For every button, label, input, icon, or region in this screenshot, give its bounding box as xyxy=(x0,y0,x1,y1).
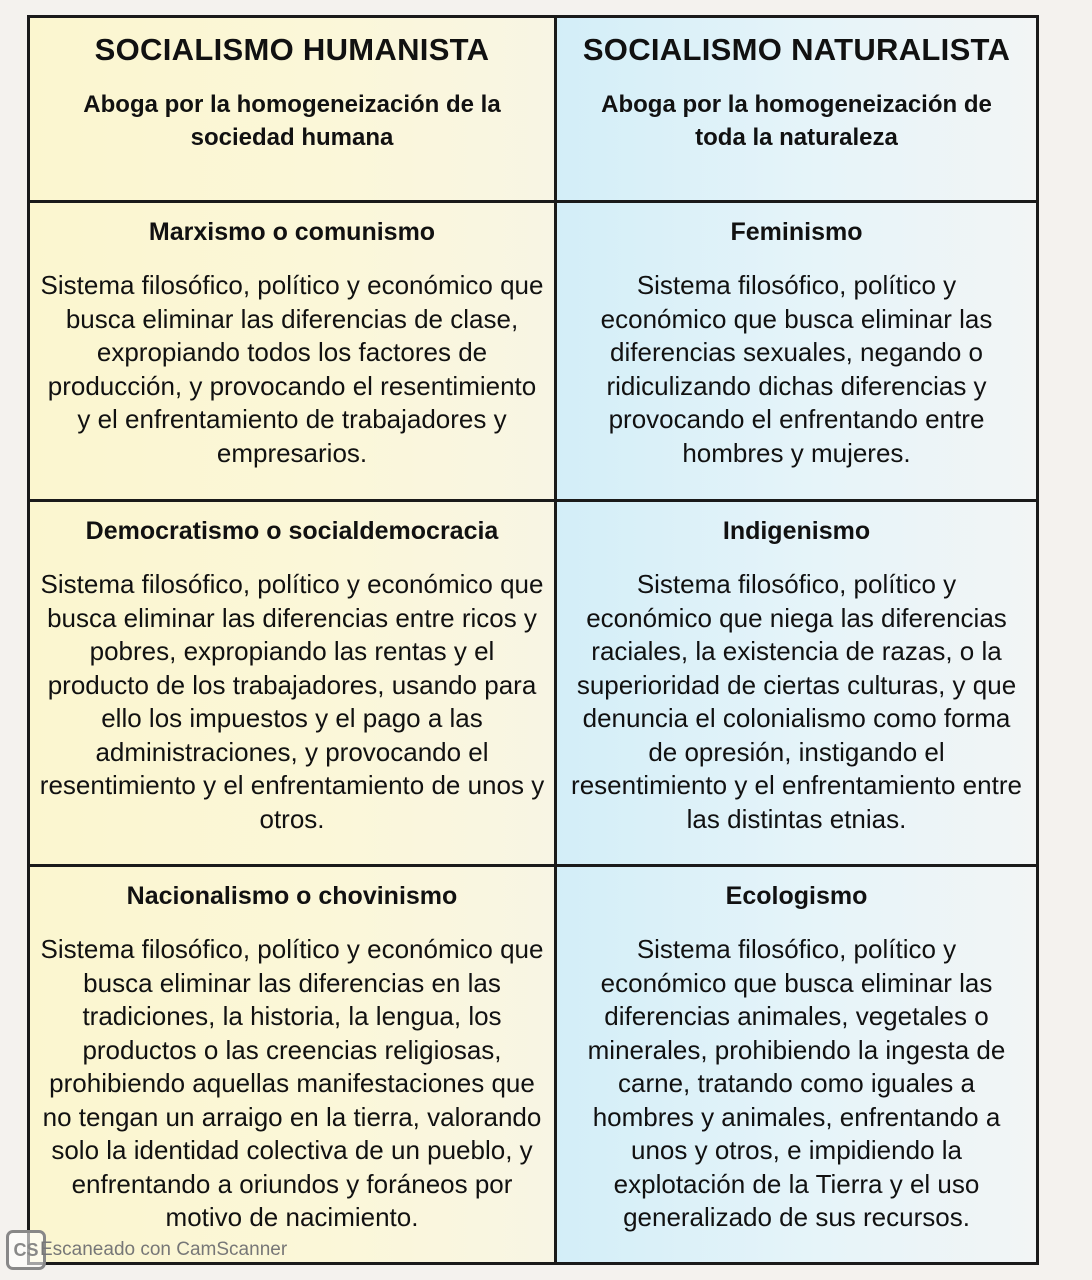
column-title: SOCIALISMO HUMANISTA xyxy=(94,32,490,67)
column-description: Aboga por la homogeneización de toda la naturaleza xyxy=(601,91,992,151)
section-title: Nacionalismo o chovinismo xyxy=(126,882,458,910)
section-body: Sistema filosófico, político y económico que busca eliminar las diferencias sexuales, negando o ridiculizando dichas diferencias y provocando el enfrentando entre hombres y mujeres. xyxy=(600,270,993,468)
section-body: Sistema filosófico, político y económico que busca eliminar las diferencias en las tradiciones, la historia, la lengua, los productos o las creencias religiosas, prohibiendo aquellas manifestaciones que no tengan un arraigo en la tierra, valorando solo la identidad colectiva de un pueblo, y enfrentando a oriundos y foráneos por motivo de nacimiento. xyxy=(40,934,544,1232)
section-title: Democratismo o socialdemocracia xyxy=(85,517,499,545)
cell-marxismo xyxy=(30,200,554,499)
cell-feminismo xyxy=(554,200,1036,499)
cell-ecologismo xyxy=(554,864,1036,1262)
section-body: Sistema filosófico, político y económico que busca eliminar las diferencias de clase, expropiando todos los factores de producción, y provocando el resentimiento y el enfrentamiento de trabajadores y empresarios. xyxy=(40,270,544,468)
section-body: Sistema filosófico, político y económico que busca eliminar las diferencias animales, vegetales o minerales, prohibiendo la ingesta de carne, tratando como iguales a hombres y animales, enfrentando a unos y otros, e impidiendo la explotación de la Tierra y el uso generalizado de sus recursos. xyxy=(587,934,1006,1232)
section-title: Ecologismo xyxy=(725,882,868,910)
camscanner-logo-icon: CS xyxy=(6,1230,46,1270)
header-cell-humanista xyxy=(30,18,554,200)
comparison-table xyxy=(27,15,1039,1265)
section-body: Sistema filosófico, político y económico que busca eliminar las diferencias entre ricos y pobres, expropiando las rentas y el producto de los trabajadores, usando para ello los impuestos y el pago a las administraciones, y provocando el resentimiento y el enfrentamiento de unos y otros. xyxy=(39,569,545,834)
camscanner-watermark xyxy=(6,1230,287,1270)
section-title: Indigenismo xyxy=(722,517,871,545)
column-description: Aboga por la homogeneización de la sociedad humana xyxy=(83,91,501,151)
cell-indigenismo xyxy=(554,499,1036,864)
section-title: Feminismo xyxy=(730,218,863,246)
cell-nacionalismo xyxy=(30,864,554,1262)
column-title: SOCIALISMO NATURALISTA xyxy=(582,32,1011,67)
section-title: Marxismo o comunismo xyxy=(148,218,436,246)
header-cell-naturalista xyxy=(554,18,1036,200)
section-body: Sistema filosófico, político y económico que niega las diferencias raciales, la existencia de razas, o la superioridad de ciertas culturas, y que denuncia el colonialismo como forma de opresión, instigando el resentimiento y el enfrentamiento entre las distintas etnias. xyxy=(571,569,1022,834)
cell-democratismo xyxy=(30,499,554,864)
watermark-text: Escaneado con CamScanner xyxy=(40,1239,288,1260)
